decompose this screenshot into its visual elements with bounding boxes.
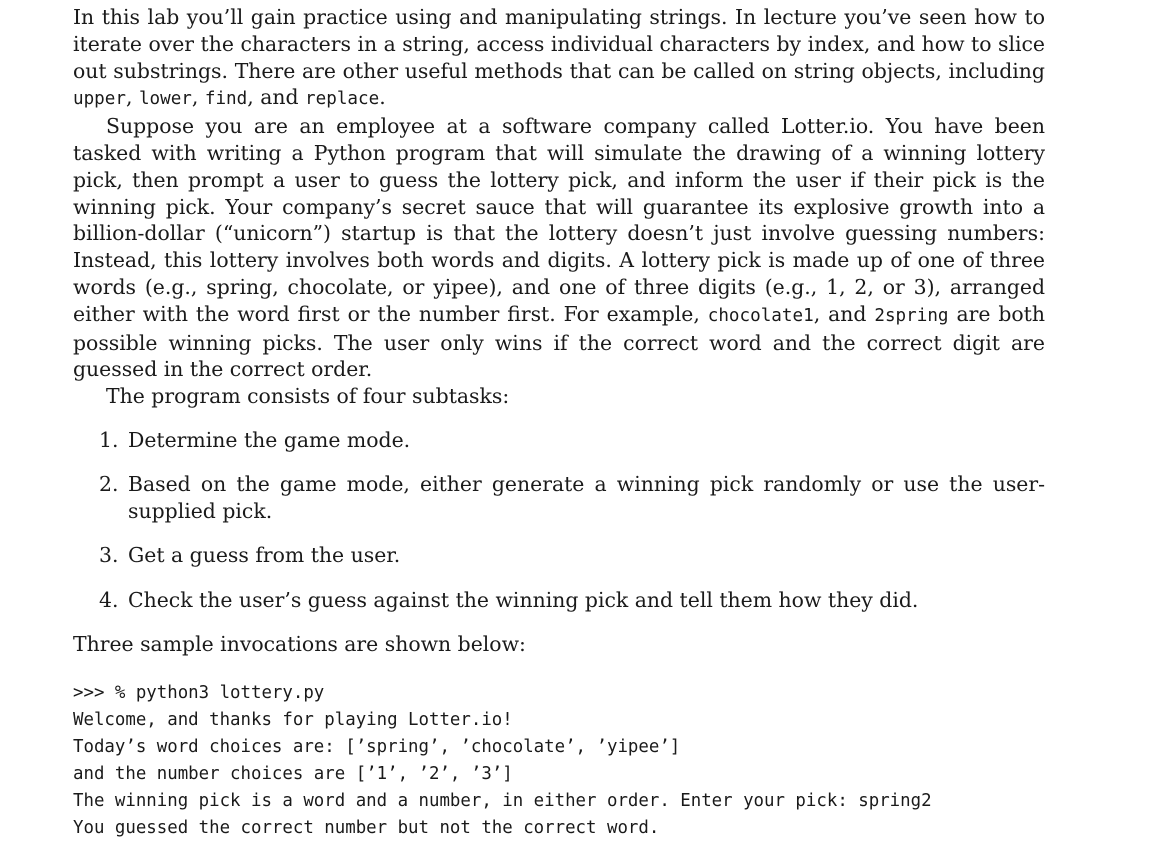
intro-end: . xyxy=(379,85,386,110)
method-replace: replace xyxy=(305,89,380,110)
list-item-number: 2. xyxy=(99,472,119,497)
example-pick-1: chocolate1 xyxy=(707,305,814,326)
code-line: Welcome, and thanks for playing Lotter.io! xyxy=(73,710,513,731)
list-item xyxy=(73,471,1045,525)
code-line: The winning pick is a word and a number, in either order. Enter your pick: spring2 xyxy=(73,791,932,812)
intro-separator: , xyxy=(125,85,139,110)
method-upper: upper xyxy=(73,89,126,110)
scenario-paragraph xyxy=(73,113,1045,383)
code-line: and the number choices are [’1’, ’2’, ’3’] xyxy=(73,764,513,785)
document-page xyxy=(73,4,1045,842)
list-item-number: 1. xyxy=(99,427,119,452)
list-item-number: 4. xyxy=(99,587,119,612)
intro-separator: , xyxy=(191,85,205,110)
samples-intro: Three sample invocations are shown below: xyxy=(73,632,526,657)
list-item-text: Get a guess from the user. xyxy=(128,543,401,568)
list-item-number: 3. xyxy=(99,543,119,568)
code-line: >>> % python3 lottery.py xyxy=(73,683,325,704)
intro-paragraph xyxy=(73,4,1045,113)
list-item-text: Based on the game mode, either generate a winning pick randomly or use the user-supplied pick. xyxy=(128,472,1045,524)
list-item xyxy=(73,542,1045,569)
example-pick-2: 2spring xyxy=(874,305,949,326)
subtask-list xyxy=(73,427,1045,613)
scenario-text-mid: , and xyxy=(813,301,875,326)
scenario-text-end: are both possible winning picks. The user only wins if the correct word and the correct digit are guessed in the correct order. xyxy=(73,301,1046,382)
list-item-text: Check the user’s guess against the winning pick and tell them how they did. xyxy=(128,587,919,612)
code-line: You guessed the correct number but not the correct word. xyxy=(73,818,660,839)
intro-text: In this lab you’ll gain practice using and manipulating strings. In lecture you’ve seen how to iterate over the characters in a string, access individual characters by index, and how to slice out substrings. There are other useful methods that can be called on string objects, including xyxy=(73,5,1045,83)
code-line: Today’s word choices are: [’spring’, ’chocolate’, ’yipee’] xyxy=(73,737,681,758)
code-block xyxy=(73,680,1045,842)
list-item-text: Determine the game mode. xyxy=(128,427,411,452)
list-item xyxy=(73,427,1045,454)
method-lower: lower xyxy=(138,89,192,110)
scenario-text: Suppose you are an employee at a software company called Lotter.io. You have been tasked with writing a Python program that will simulate the drawing of a winning lottery pick, then prompt a user to guess the lottery pick, and inform the user if their pick is the winning pick. Your company’s secret sauce that will guarantee its explosive growth into a billion-dollar (“unicorn”) startup is that the lottery doesn’t just involve guessing numbers: Instead, this lottery involves both words and digits. A lottery pick is made up of one of three words (e.g., spring, chocolate, or yipee), and one of three digits (e.g., 1, 2, or 3), arranged either with the word first or the number first. For example, xyxy=(73,114,1045,326)
intro-separator: , and xyxy=(247,85,306,110)
list-item xyxy=(73,587,1045,614)
subtasks-intro: The program consists of four subtasks: xyxy=(106,384,510,409)
method-find: find xyxy=(204,89,248,110)
